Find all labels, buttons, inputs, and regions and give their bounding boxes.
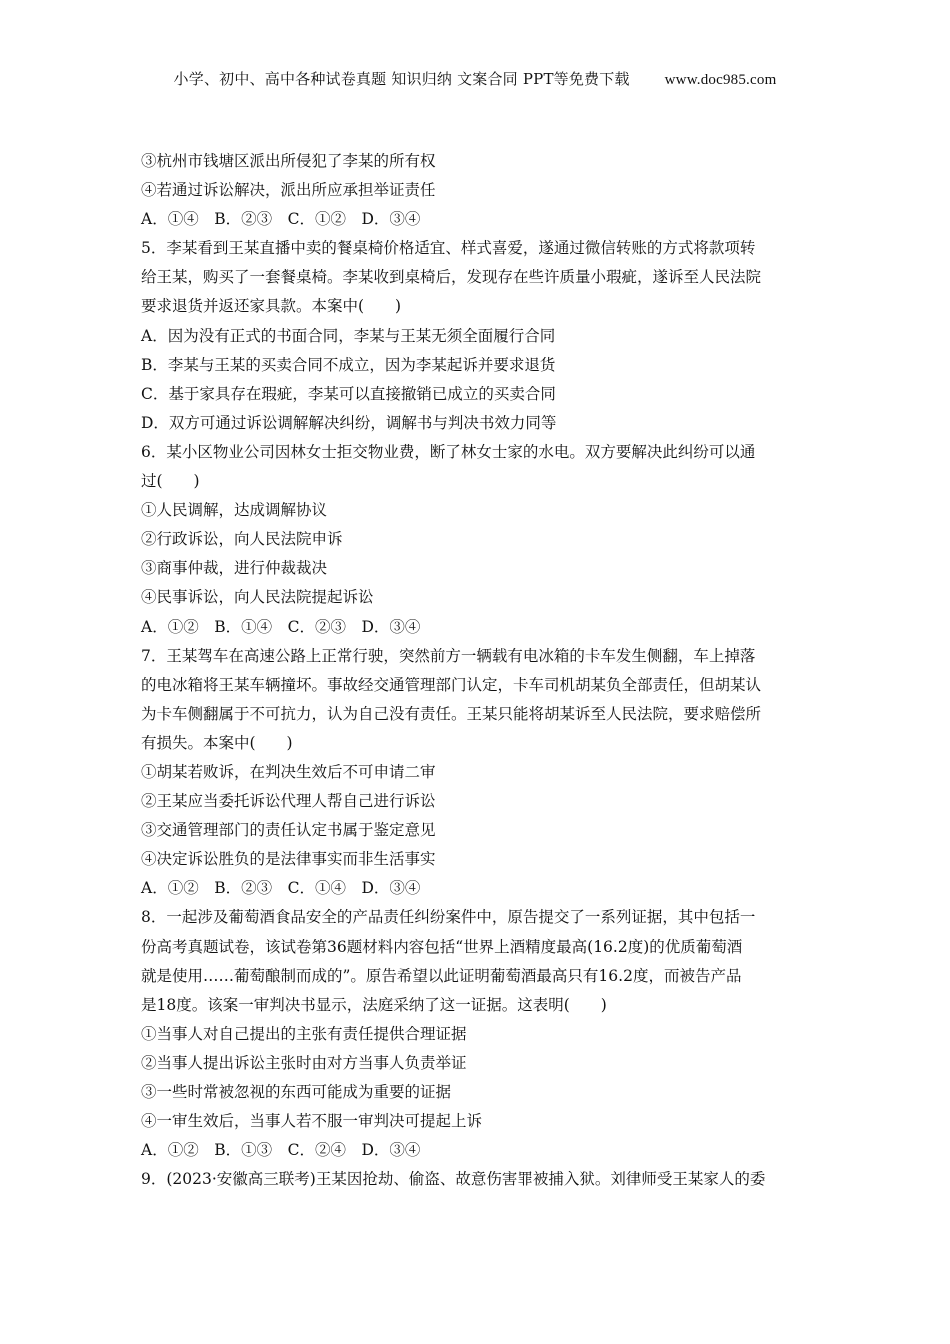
text-line: 9．(2023·安徽高三联考)王某因抢劫、偷盗、故意伤害罪被捕入狱。刘律师受王某家人的委 — [141, 1170, 766, 1189]
text-line: 就是使用……葡萄酿制而成的”。原告希望以此证明葡萄酒最高只有16.2度，而被告产品 — [141, 966, 742, 985]
text-line: 8．一起涉及葡萄酒食品安全的产品责任纠纷案件中，原告提交了一系列证据，其中包括一 — [141, 908, 756, 927]
text-line: A．①④ B．②③ C．①② D．③④ — [141, 210, 421, 229]
text-line: ④一审生效后，当事人若不服一审判决可提起上诉 — [141, 1112, 483, 1131]
text-line: D．双方可通过诉讼调解解决纠纷，调解书与判决书效力同等 — [141, 413, 557, 432]
text-line: A．①② B．①④ C．②③ D．③④ — [141, 617, 421, 636]
text-line: 要求退货并返还家具款。本案中( ) — [141, 297, 402, 316]
text-line: 有损失。本案中( ) — [141, 733, 293, 752]
header-url[interactable]: www.doc985.com — [664, 72, 777, 88]
text-line: 7．王某驾车在高速公路上正常行驶，突然前方一辆载有电冰箱的卡车发生侧翻，车上掉落 — [141, 646, 756, 665]
document-body — [141, 147, 813, 1194]
page-header — [0, 68, 950, 89]
text-line: C．基于家具存在瑕疵，李某可以直接撤销已成立的买卖合同 — [141, 384, 556, 403]
text-line: ②王某应当委托诉讼代理人帮自己进行诉讼 — [141, 792, 436, 811]
text-line: 的电冰箱将王某车辆撞坏。事故经交通管理部门认定，卡车司机胡某负全部责任，但胡某认 — [141, 675, 762, 694]
text-line: ④若通过诉讼解决，派出所应承担举证责任 — [141, 181, 436, 200]
text-line: 6．某小区物业公司因林女士拒交物业费，断了林女士家的水电。双方要解决此纠纷可以通 — [141, 442, 756, 461]
text-line: ①胡某若败诉，在判决生效后不可申请二审 — [141, 762, 436, 781]
text-line: 份高考真题试卷，该试卷第36题材料内容包括“世界上酒精度最高(16.2度)的优质葡萄酒 — [141, 937, 743, 956]
text-line: B．李某与王某的买卖合同不成立，因为李某起诉并要求退货 — [141, 355, 556, 374]
text-line: ③一些时常被忽视的东西可能成为重要的证据 — [141, 1083, 452, 1101]
text-line: 为卡车侧翻属于不可抗力，认为自己没有责任。王某只能将胡某诉至人民法院，要求赔偿所 — [141, 704, 762, 723]
header-text: 小学、初中、高中各种试卷真题 知识归纳 文案合同 PPT等免费下载 — [173, 70, 630, 88]
text-line: 是18度。该案一审判决书显示，法庭采纳了这一证据。这表明( ) — [141, 995, 607, 1014]
text-line: 过( ) — [141, 472, 200, 491]
text-line: ①当事人对自己提出的主张有责任提供合理证据 — [141, 1024, 467, 1043]
text-line: ③交通管理部门的责任认定书属于鉴定意见 — [141, 821, 436, 840]
text-line: ①人民调解，达成调解协议 — [141, 501, 328, 520]
text-line: 5．李某看到王某直播中卖的餐桌椅价格适宜、样式喜爱，遂通过微信转账的方式将款项转 — [141, 239, 756, 258]
text-line: 给王某，购买了一套餐桌椅。李某收到桌椅后，发现存在些许质量小瑕疵，遂诉至人民法院 — [141, 268, 762, 287]
text-line: ②行政诉讼，向人民法院申诉 — [141, 530, 343, 549]
text-line: A．因为没有正式的书面合同，李某与王某无须全面履行合同 — [141, 326, 556, 345]
text-line: ③商事仲裁，进行仲裁裁决 — [141, 559, 328, 578]
text-line: ④民事诉讼，向人民法院提起诉讼 — [141, 588, 374, 607]
text-line: A．①② B．①③ C．②④ D．③④ — [141, 1141, 421, 1160]
text-line: ④决定诉讼胜负的是法律事实而非生活事实 — [141, 850, 436, 869]
text-line: A．①② B．②③ C．①④ D．③④ — [141, 879, 421, 898]
text-line: ③杭州市钱塘区派出所侵犯了李某的所有权 — [141, 152, 436, 170]
text-line: ②当事人提出诉讼主张时由对方当事人负责举证 — [141, 1053, 467, 1072]
